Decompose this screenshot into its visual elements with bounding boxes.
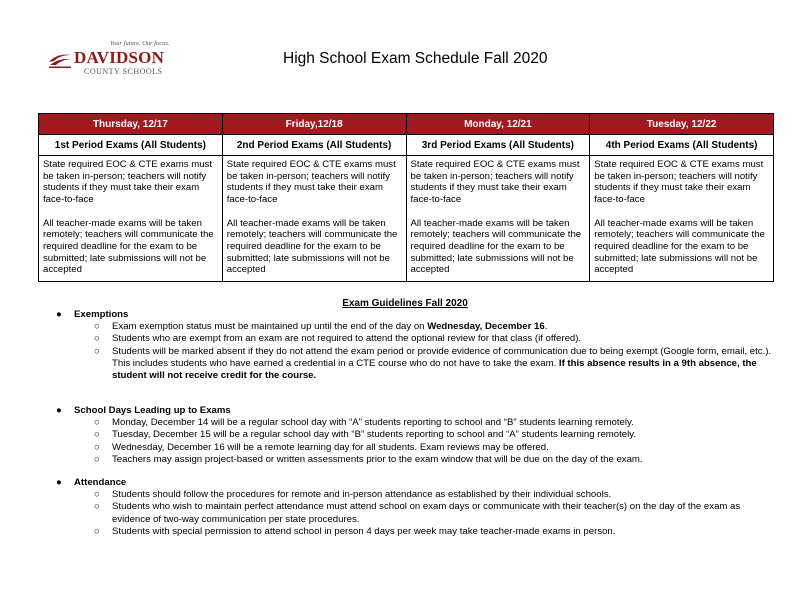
description-row [39,156,774,282]
in-person-note: State required EOC & CTE exams must be taken in-person; teachers will notify students if they must take their exam face-to-face [410,159,580,206]
school-days-heading: School Days Leading up to Exams [74,405,231,416]
item-text: Wednesday, December 16 will be a remote learning day for all students. Exam reviews may be offered. [112,441,549,453]
in-person-note: State required EOC & CTE exams must be taken in-person; teachers will notify students if they must take their exam face-to-face [226,159,396,206]
circle-bullet-icon: ○ [94,429,100,441]
item-text: Exam exemption status must be maintained up until the end of the day on [112,321,428,333]
page-title: High School Exam Schedule Fall 2020 [283,50,548,67]
list-item [56,501,776,525]
exemptions-heading: Exemptions [74,309,129,320]
list-item [56,333,776,345]
remote-note: All teacher-made exams will be taken remotely; teachers will communicate the required deadline for the exam to be submitted; late submissions will not be accepted [594,217,765,276]
bullet-icon: ● [56,477,62,488]
description-cell [222,156,406,282]
circle-bullet-icon: ○ [94,441,100,453]
item-text: Tuesday, December 15 will be a regular school day with “B” students reporting to school and “A” students learning remotely. [112,429,637,441]
list-item [56,454,776,466]
period-row [39,135,774,156]
item-text: . [544,321,548,333]
description-cell [406,156,590,282]
logo-emblem-icon [48,51,72,69]
circle-bullet-icon: ○ [94,501,100,513]
circle-bullet-icon: ○ [94,525,100,537]
item-emphasis: If this absence results in a 9th absence, the student will not receive credit for the course. [112,357,757,382]
in-person-note: State required EOC & CTE exams must be taken in-person; teachers will notify students if they must take their exam face-to-face [43,159,213,206]
item-text: Students with special permission to attend school in person 4 days per week may take teacher-made exams in person. [112,525,616,537]
list-item [56,321,776,333]
item-text: Students should follow the procedures for remote and in-person attendance as established by their individual schools. [112,489,612,501]
circle-bullet-icon: ○ [94,333,100,345]
list-item [56,417,776,429]
exemptions-section [56,309,776,382]
item-text: Students will be marked absent if they do not attend the exam period or provide evidence of communication due to being exempt (Google form, email, etc.). This includes students who have earned a credential in a CTE course who do not have to take the exam. [112,345,772,369]
day-header: Tuesday, 12/22 [590,114,774,135]
bullet-icon: ● [56,309,62,320]
item-text: Monday, December 14 will be a regular school day with “A” students reporting to school and “B” students learning remotely. [112,417,634,429]
attendance-heading: Attendance [74,477,127,488]
circle-bullet-icon: ○ [94,453,100,465]
item-text: Students who wish to maintain perfect attendance must attend school on exam days or communicate with their teacher(s) on the day of the exam as evidence of two-way communication per state procedures. [112,501,741,525]
district-logo [48,42,178,76]
day-header: Monday, 12/21 [406,114,590,135]
period-cell: 1st Period Exams (All Students) [39,135,223,156]
section-heading [56,477,776,489]
day-header: Thursday, 12/17 [39,114,223,135]
circle-bullet-icon: ○ [94,321,100,333]
section-heading [56,309,776,321]
day-header: Friday,12/18 [222,114,406,135]
circle-bullet-icon: ○ [94,345,100,357]
guidelines-title: Exam Guidelines Fall 2020 [342,298,468,309]
list-item [56,489,776,501]
remote-note: All teacher-made exams will be taken remotely; teachers will communicate the required deadline for the exam to be submitted; late submissions will not be accepted [43,217,214,276]
period-cell: 2nd Period Exams (All Students) [222,135,406,156]
item-emphasis: Wednesday, December 16 [427,321,545,333]
period-cell: 4th Period Exams (All Students) [590,135,774,156]
school-days-section [56,405,776,466]
attendance-section [56,477,776,538]
logo-name: DAVIDSON [74,48,165,67]
description-cell [590,156,774,282]
list-item [56,526,776,538]
remote-note: All teacher-made exams will be taken remotely; teachers will communicate the required deadline for the exam to be submitted; late submissions will not be accepted [226,217,398,276]
list-item [56,442,776,454]
list-item [56,346,776,383]
item-text: Teachers may assign project-based or written assessments prior to the exam window that will be due on the day of the exam. [112,453,643,465]
list-item [56,429,776,441]
circle-bullet-icon: ○ [94,417,100,429]
day-header-row [39,114,774,135]
logo-tagline: Your future. Our focus. [110,40,170,47]
in-person-note: State required EOC & CTE exams must be taken in-person; teachers will notify students if they must take their exam face-to-face [594,159,764,206]
description-cell [39,156,223,282]
period-cell: 3rd Period Exams (All Students) [406,135,590,156]
remote-note: All teacher-made exams will be taken remotely; teachers will communicate the required deadline for the exam to be submitted; late submissions will not be accepted [410,217,582,276]
section-heading [56,405,776,417]
bullet-icon: ● [56,405,62,416]
logo-subtitle: COUNTY SCHOOLS [84,67,163,76]
item-text: Students who are exempt from an exam are not required to attend the optional review for that class (if offered). [112,333,582,345]
circle-bullet-icon: ○ [94,489,100,501]
exam-schedule-table [38,113,774,282]
